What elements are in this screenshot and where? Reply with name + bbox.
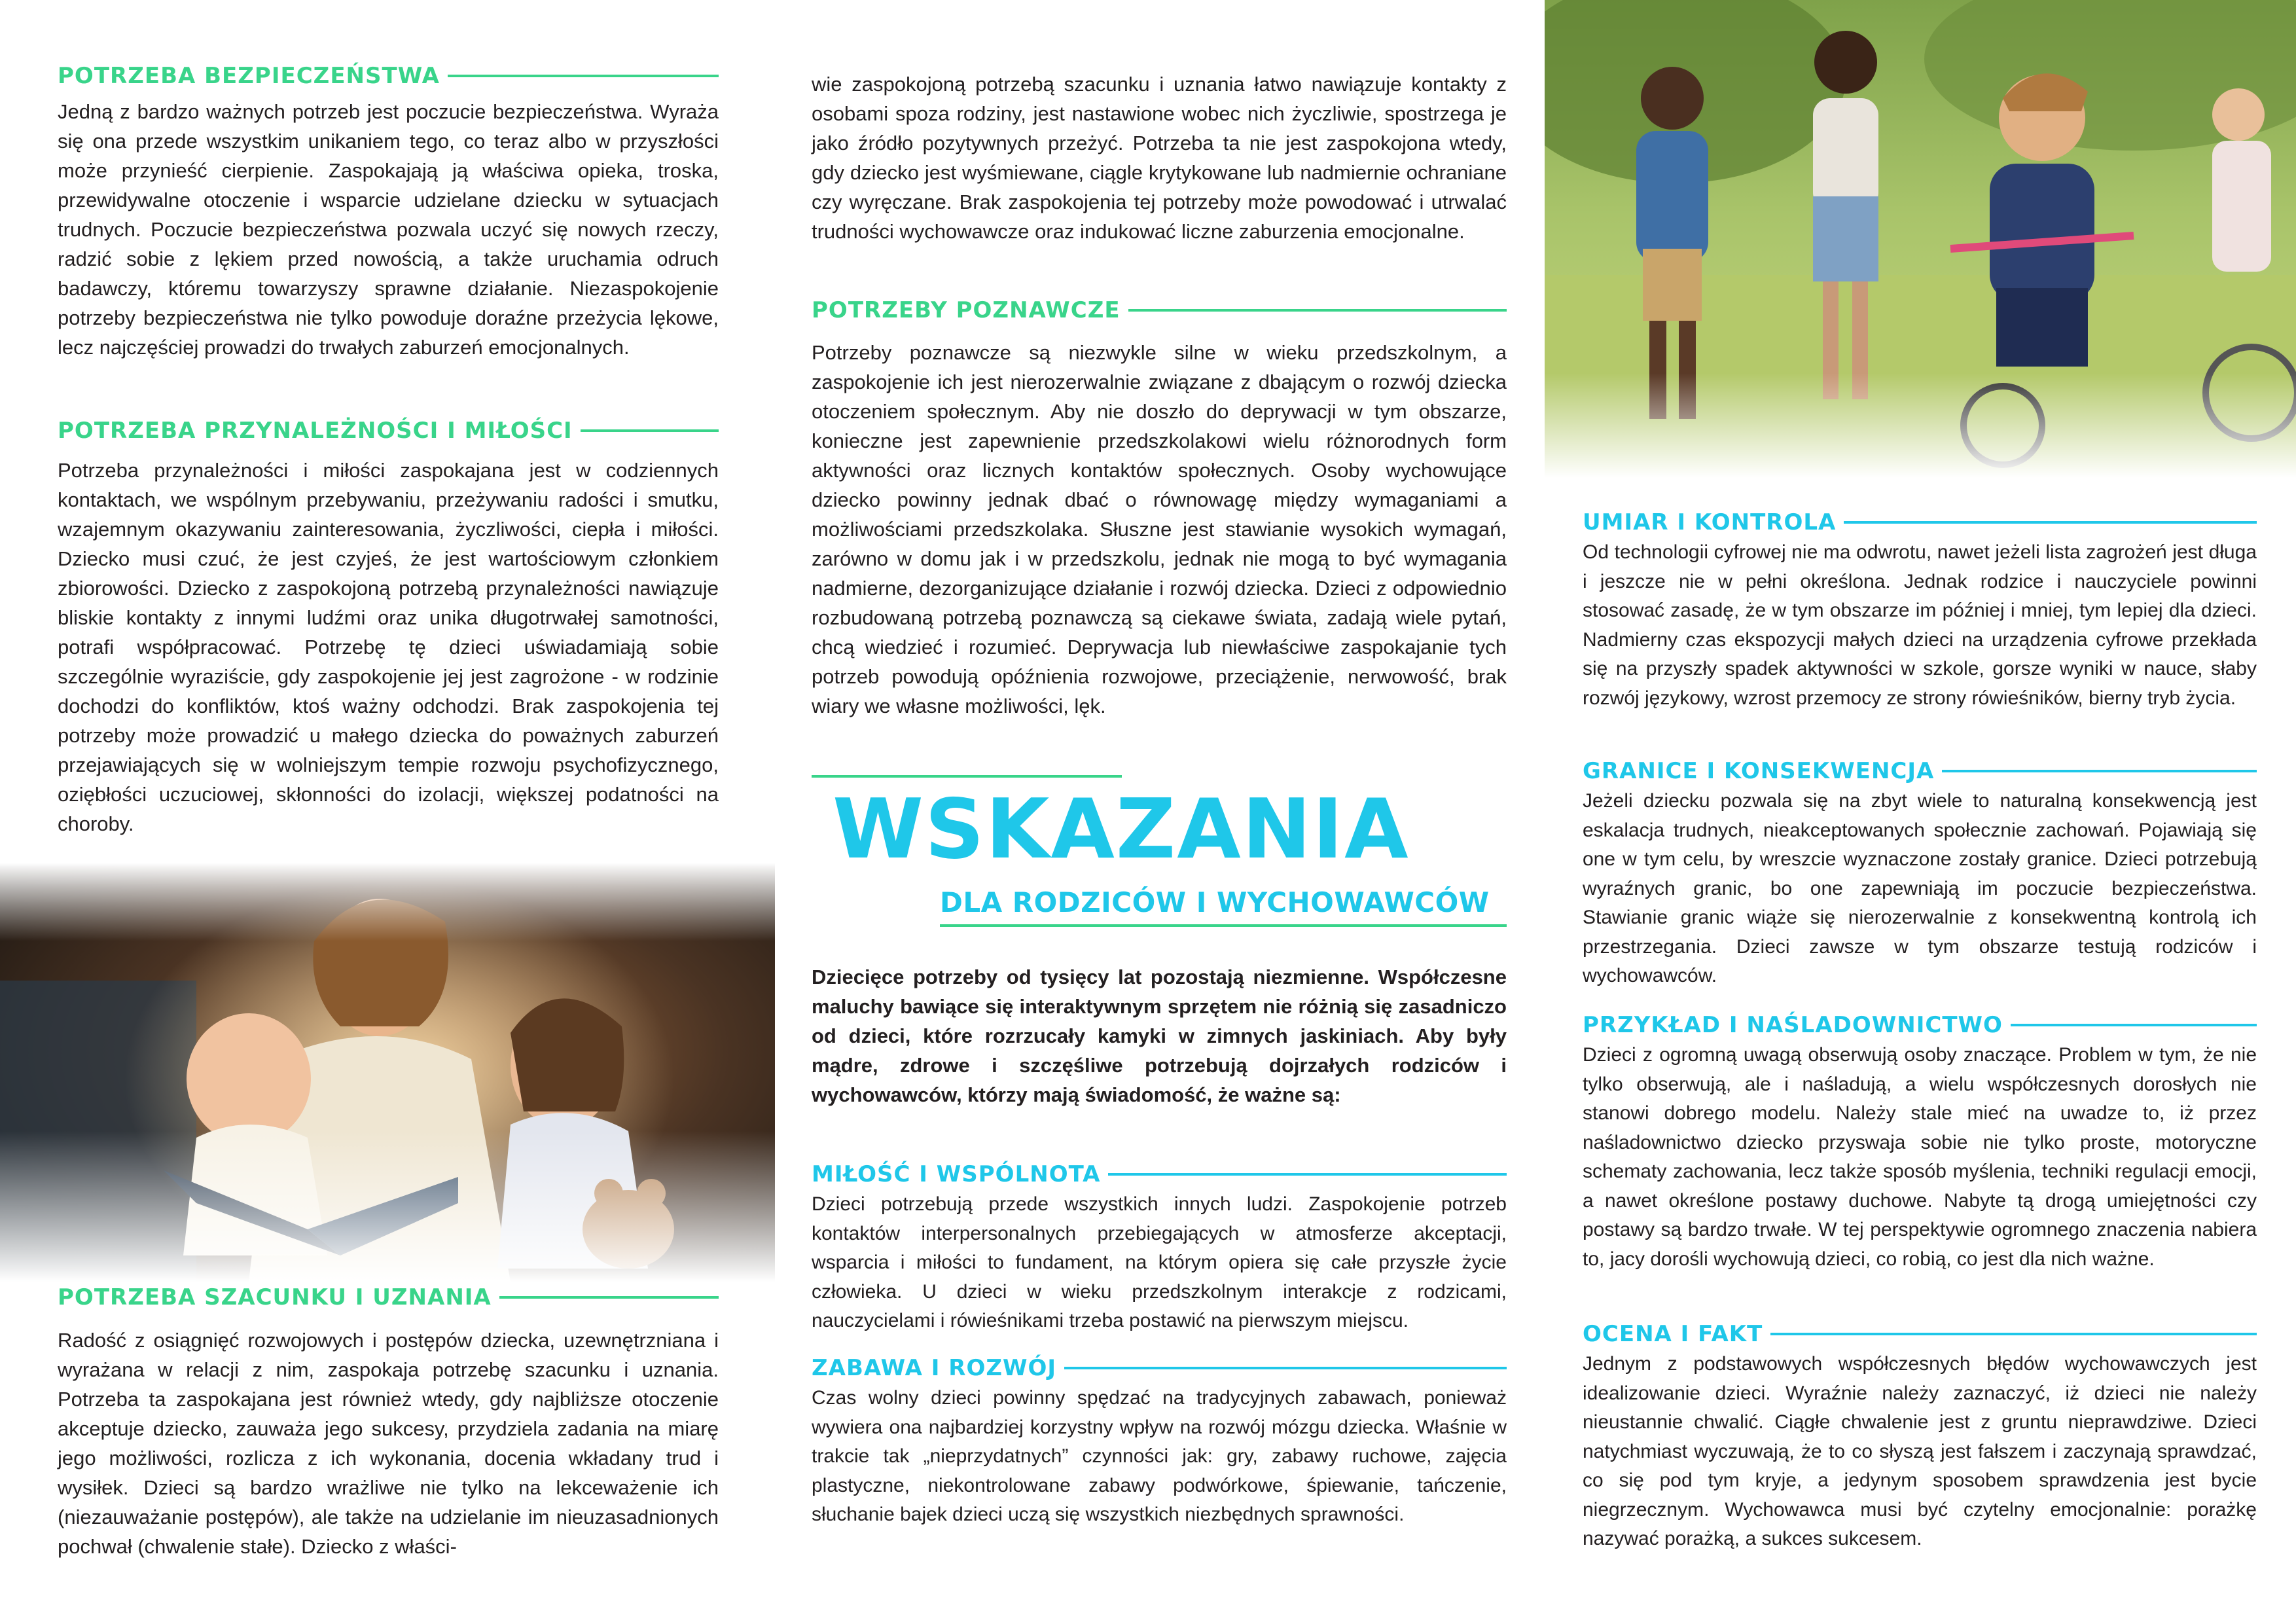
section-header-umiar xyxy=(1583,508,2257,537)
section-title: POTRZEBY POZNAWCZE xyxy=(812,297,1121,323)
divider xyxy=(1128,309,1507,312)
divider xyxy=(1770,1333,2257,1335)
section-title: POTRZEBA BEZPIECZEŃSTWA xyxy=(58,63,440,89)
section-title: GRANICE I KONSEKWENCJA xyxy=(1583,758,1935,784)
section-text-umiar: Od technologii cyfrowej nie ma odwrotu, nawet jeżeli lista zagrożeń jest długa i jeszcze nie w pełni określona. Jednak rodzice i nauczyciele powinni stosować zasadę, że w tym obszarze im później i mniej, tym lepiej dla dzieci. Nadmierny czas ekspozycji małych dzieci na urządzenia cyfrowe przekłada się na przyszły spadek aktywności w szkole, gorsze wyniki w nauce, słaby rozwój językowy, wzrost przemocy ze strony rówieśników, bierny tryb życia. xyxy=(1583,541,2257,709)
hero-subtitle: DLA RODZICÓW I WYCHOWAWCÓW xyxy=(940,886,1490,918)
section-header-przyklad xyxy=(1583,1011,2257,1039)
section-text-milosc: Dzieci potrzebują przede wszystkich innych ludzi. Zaspokojenie potrzeb kontaktów interpersonalnych przebiegających w atmosferze akceptacji, wsparcia i miłości to fundament, na którym opiera się całe przyszłe życie człowieka. U dzieci w wieku przedszkolnym interakcje z rodzicami, nauczycielami i rówieśnikami trzeba postawić na pierwszym miejscu. xyxy=(812,1193,1507,1331)
divider xyxy=(448,75,719,77)
photo-fade xyxy=(0,863,775,941)
section-header-przynaleznosc xyxy=(58,416,719,445)
section-title: MIŁOŚĆ I WSPÓLNOTA xyxy=(812,1161,1101,1187)
section-text-przyklad: Dzieci z ogromną uwagą obserwują osoby znaczące. Problem w tym, że nie tylko obserwują, ale i naśladują, a wielu współczesnych dorosłych nie stanowi dobrego modelu. Należy stale mieć na uwadze to, iż przez naśladownictwo dziecko przyswaja sobie nie tylko proste, motoryczne schematy zachowania, lecz także sposób myślenia, techniki regulacji emocji, a nawet określone postawy duchowe. Nabyte tą drogą umiejętności czy postawy są bardzo trwałe. W tej perspektywie ogromnego znaczenia nabiera to, jacy dorośli wychowują dzieci, co robią, co jest dla nich ważne. xyxy=(1583,1044,2257,1270)
section-header-bezpieczenstwo xyxy=(58,62,719,90)
divider xyxy=(2011,1024,2257,1026)
section-text-bezpieczenstwo: Jedną z bardzo ważnych potrzeb jest poczucie bezpieczeństwa. Wyraża się ona przede wszystkim unikaniem tego, co teraz albo w przyszłości może przynieść cierpienie. Zaspokajają ją właściwa opieka, troska, przewidywalne otoczenie i wsparcie udzielane dziecku w sytuacjach trudnych. Poczucie bezpieczeństwa pozwala uczyć się nowych rzeczy, radzić sobie z lękiem przed nowością, a także uruchamia odruch badawczy, któremu towarzyszy sprawne działanie. Niezaspokojenie potrzeby bezpieczeństwa nie tylko powoduje doraźne przeżycia lękowe, lecz najczęściej prowadzi do trwałych zaburzeń emocjonalnych. xyxy=(58,100,719,359)
hero-title: WSKAZANIA xyxy=(833,781,1410,877)
section-title: UMIAR I KONTROLA xyxy=(1583,509,1837,535)
section-title: POTRZEBA SZACUNKU I UZNANIA xyxy=(58,1284,492,1310)
photo-fade xyxy=(0,1131,775,1282)
photo-mother-reading xyxy=(0,863,775,1282)
divider xyxy=(1844,521,2257,524)
divider xyxy=(1942,770,2257,772)
section-header-szacunek xyxy=(58,1283,719,1312)
section-header-zabawa xyxy=(812,1354,1507,1382)
section-title: ZABAWA I ROZWÓJ xyxy=(812,1355,1057,1381)
section-title: PRZYKŁAD I NAŚLADOWNICTWO xyxy=(1583,1012,2003,1038)
divider xyxy=(581,429,719,432)
photo-fade xyxy=(1545,373,2296,478)
section-title: OCENA I FAKT xyxy=(1583,1321,1763,1347)
hero-bottom-rule xyxy=(940,924,1507,927)
section-header-ocena xyxy=(1583,1320,2257,1348)
intro-text: Dziecięce potrzeby od tysięcy lat pozostają niezmienne. Współczesne maluchy bawiące się interaktywnym sprzętem nie różnią się zasadniczo od dzieci, które rozrzucały kamyki w zimnych jaskiniach. Aby były mądre, zdrowe i szczęśliwe potrzebują dojrzałych rodziców i wychowawców, którzy mają świadomość, że ważne są: xyxy=(812,965,1507,1106)
section-text-szacunek: Radość z osiągnięć rozwojowych i postępów dziecka, uzewnętrzniana i wyrażana w relacji z nim, zaspokaja potrzebę szacunku i uznania. Potrzeba ta zaspokajana jest również wtedy, gdy najbliższe otoczenie akceptuje dziecko, zauważa jego sukcesy, przydziela zadania na miarę jego możliwości, rozlicza z ich wykonania, docenia wkładany trud i wysiłek. Dzieci są bardzo wrażliwe nie tylko na lekceważenie ich (niezauważanie postępów), ale także na udzielanie im nieuzasadnionych pochwał (chwalenie stałe). Dziecko z właści- xyxy=(58,1329,719,1558)
section-header-poznawcze xyxy=(812,296,1507,325)
section-text-zabawa: Czas wolny dzieci powinny spędzać na tradycyjnych zabawach, ponieważ wywiera ona najbardziej korzystny wpływ na rozwój mózgu dziecka. Właśnie w trakcie tak „nieprzydatnych” czynności jak: gry, zabawy ruchowe, zajęcia plastyczne, niekontrolowane zabawy podwórkowe, śpiewanie, tańczenie, słuchanie bajek dzieci uczą się wszystkich niezbędnych sprawności. xyxy=(812,1387,1507,1525)
section-text-granice: Jeżeli dziecku pozwala się na zbyt wiele to naturalną konsekwencją jest eskalacja trudnych, nieakceptowanych społecznie zachowań. Pojawiają się one w tym celu, by wreszcie wyznaczone zostały granice. Dzieci potrzebują wyraźnych granic, bo one zapewniają im poczucie bezpieczeństwa. Stawianie granic wiąże się nierozerwalnie z konsekwentną kontrolą ich przestrzegania. Dzieci zawsze w tym obszarze testują rodziców i wychowawców. xyxy=(1583,790,2257,986)
section-header-granice xyxy=(1583,757,2257,785)
section-text-szacunek-continued: wie zaspokojoną potrzebą szacunku i uznania łatwo nawiązuje kontakty z osobami spoza rodziny, jest nastawione wobec nich życzliwie, spostrzega je jako źródło pozytywnych przeżyć. Potrzeba ta nie jest zaspokojona wtedy, gdy dziecko jest wyśmiewane, ciągle krytykowane lub nadmiernie ochraniane czy wyręczane. Brak zaspokojenia tej potrzeby może powodować i utrwalać trudności wychowawcze oraz indukować liczne zaburzenia emocjonalne. xyxy=(812,73,1507,243)
photo-kids-playing xyxy=(1545,0,2296,478)
section-header-milosc xyxy=(812,1160,1507,1189)
divider xyxy=(1108,1173,1507,1176)
divider xyxy=(499,1296,719,1299)
section-title: POTRZEBA PRZYNALEŻNOŚCI I MIŁOŚCI xyxy=(58,418,573,444)
divider xyxy=(1064,1367,1507,1369)
section-text-poznawcze: Potrzeby poznawcze są niezwykle silne w wieku przedszkolnym, a zaspokojenie ich jest nierozerwalnie związane z dbającym o rozwój dziecka otoczeniem społecznym. Aby nie doszło do deprywacji w tym obszarze, konieczne jest zapewnienie przedszkolakowi wielu różnorodnych form aktywności oraz licznych kontaktów społecznych. Osoby wychowujące dziecko powinny jednak dbać o równowagę między wymaganiami a możliwościami przedszkolaka. Słuszne jest stawianie wysokich wymagań, zarówno w domu jak i w przedszkolu, jednak nie mogą to być wymagania nadmierne, dezorganizujące działanie i rozwój dziecka. Dzieci z odpowiednio rozbudowaną potrzebą poznawczą są ciekawe świata, zadają wiele pytań, chcą wiedzieć i rozumieć. Deprywacja lub niewłaściwe zaspokajanie tych potrzeb powodują opóźnienia rozwojowe, przeciążenie, nerwowość, brak wiary we własne możliwości, lęk. xyxy=(812,341,1507,717)
section-text-ocena: Jednym z podstawowych współczesnych błędów wychowawczych jest idealizowanie dzieci. Wyraźnie należy zaznaczyć, iż dzieci nie należy nieustannie chwalić. Ciągłe chwalenie jest z gruntu nieprawdziwe. Dzieci natychmiast wyczuwają, że to co słyszą jest fałszem i zaczynają sprawdzać, co się pod tym kryje, a jedynym sposobem sprawdzenia jest bycie niegrzecznym. Wychowawca musi być czytelny emocjonalnie: porażkę nazywać porażką, a sukces sukcesem. xyxy=(1583,1353,2257,1549)
section-text-przynaleznosc: Potrzeba przynależności i miłości zaspokajana jest w codziennych kontaktach, we wspólnym przebywaniu, przeżywaniu radości i smutku, wzajemnym okazywaniu zainteresowania, życzliwości, ciepła i miłości. Dziecko musi czuć, że jest czyjeś, że jest wartościowym członkiem zbiorowości. Dziecko z zaspokojoną potrzebą przynależności nawiązuje bliskie kontakty z innymi ludźmi oraz unika długotrwałej samotności, potrafi współpracować. Potrzebę tę dzieci uświadamiają sobie szczególnie wyraziście, gdy zaspokojenie jej jest zagrożone - w rodzinie dochodzi do konfliktów, ktoś ważny odchodzi. Brak zaspokojenia tej potrzeby może prowadzić u małego dziecka do poważnych zaburzeń przejawiających się w wolniejszym tempie rozwoju psychofizycznego, oziębłości uczuciowej, skłonności do izolacji, większej podatności na choroby. xyxy=(58,459,719,835)
hero-top-rule xyxy=(812,775,1122,778)
